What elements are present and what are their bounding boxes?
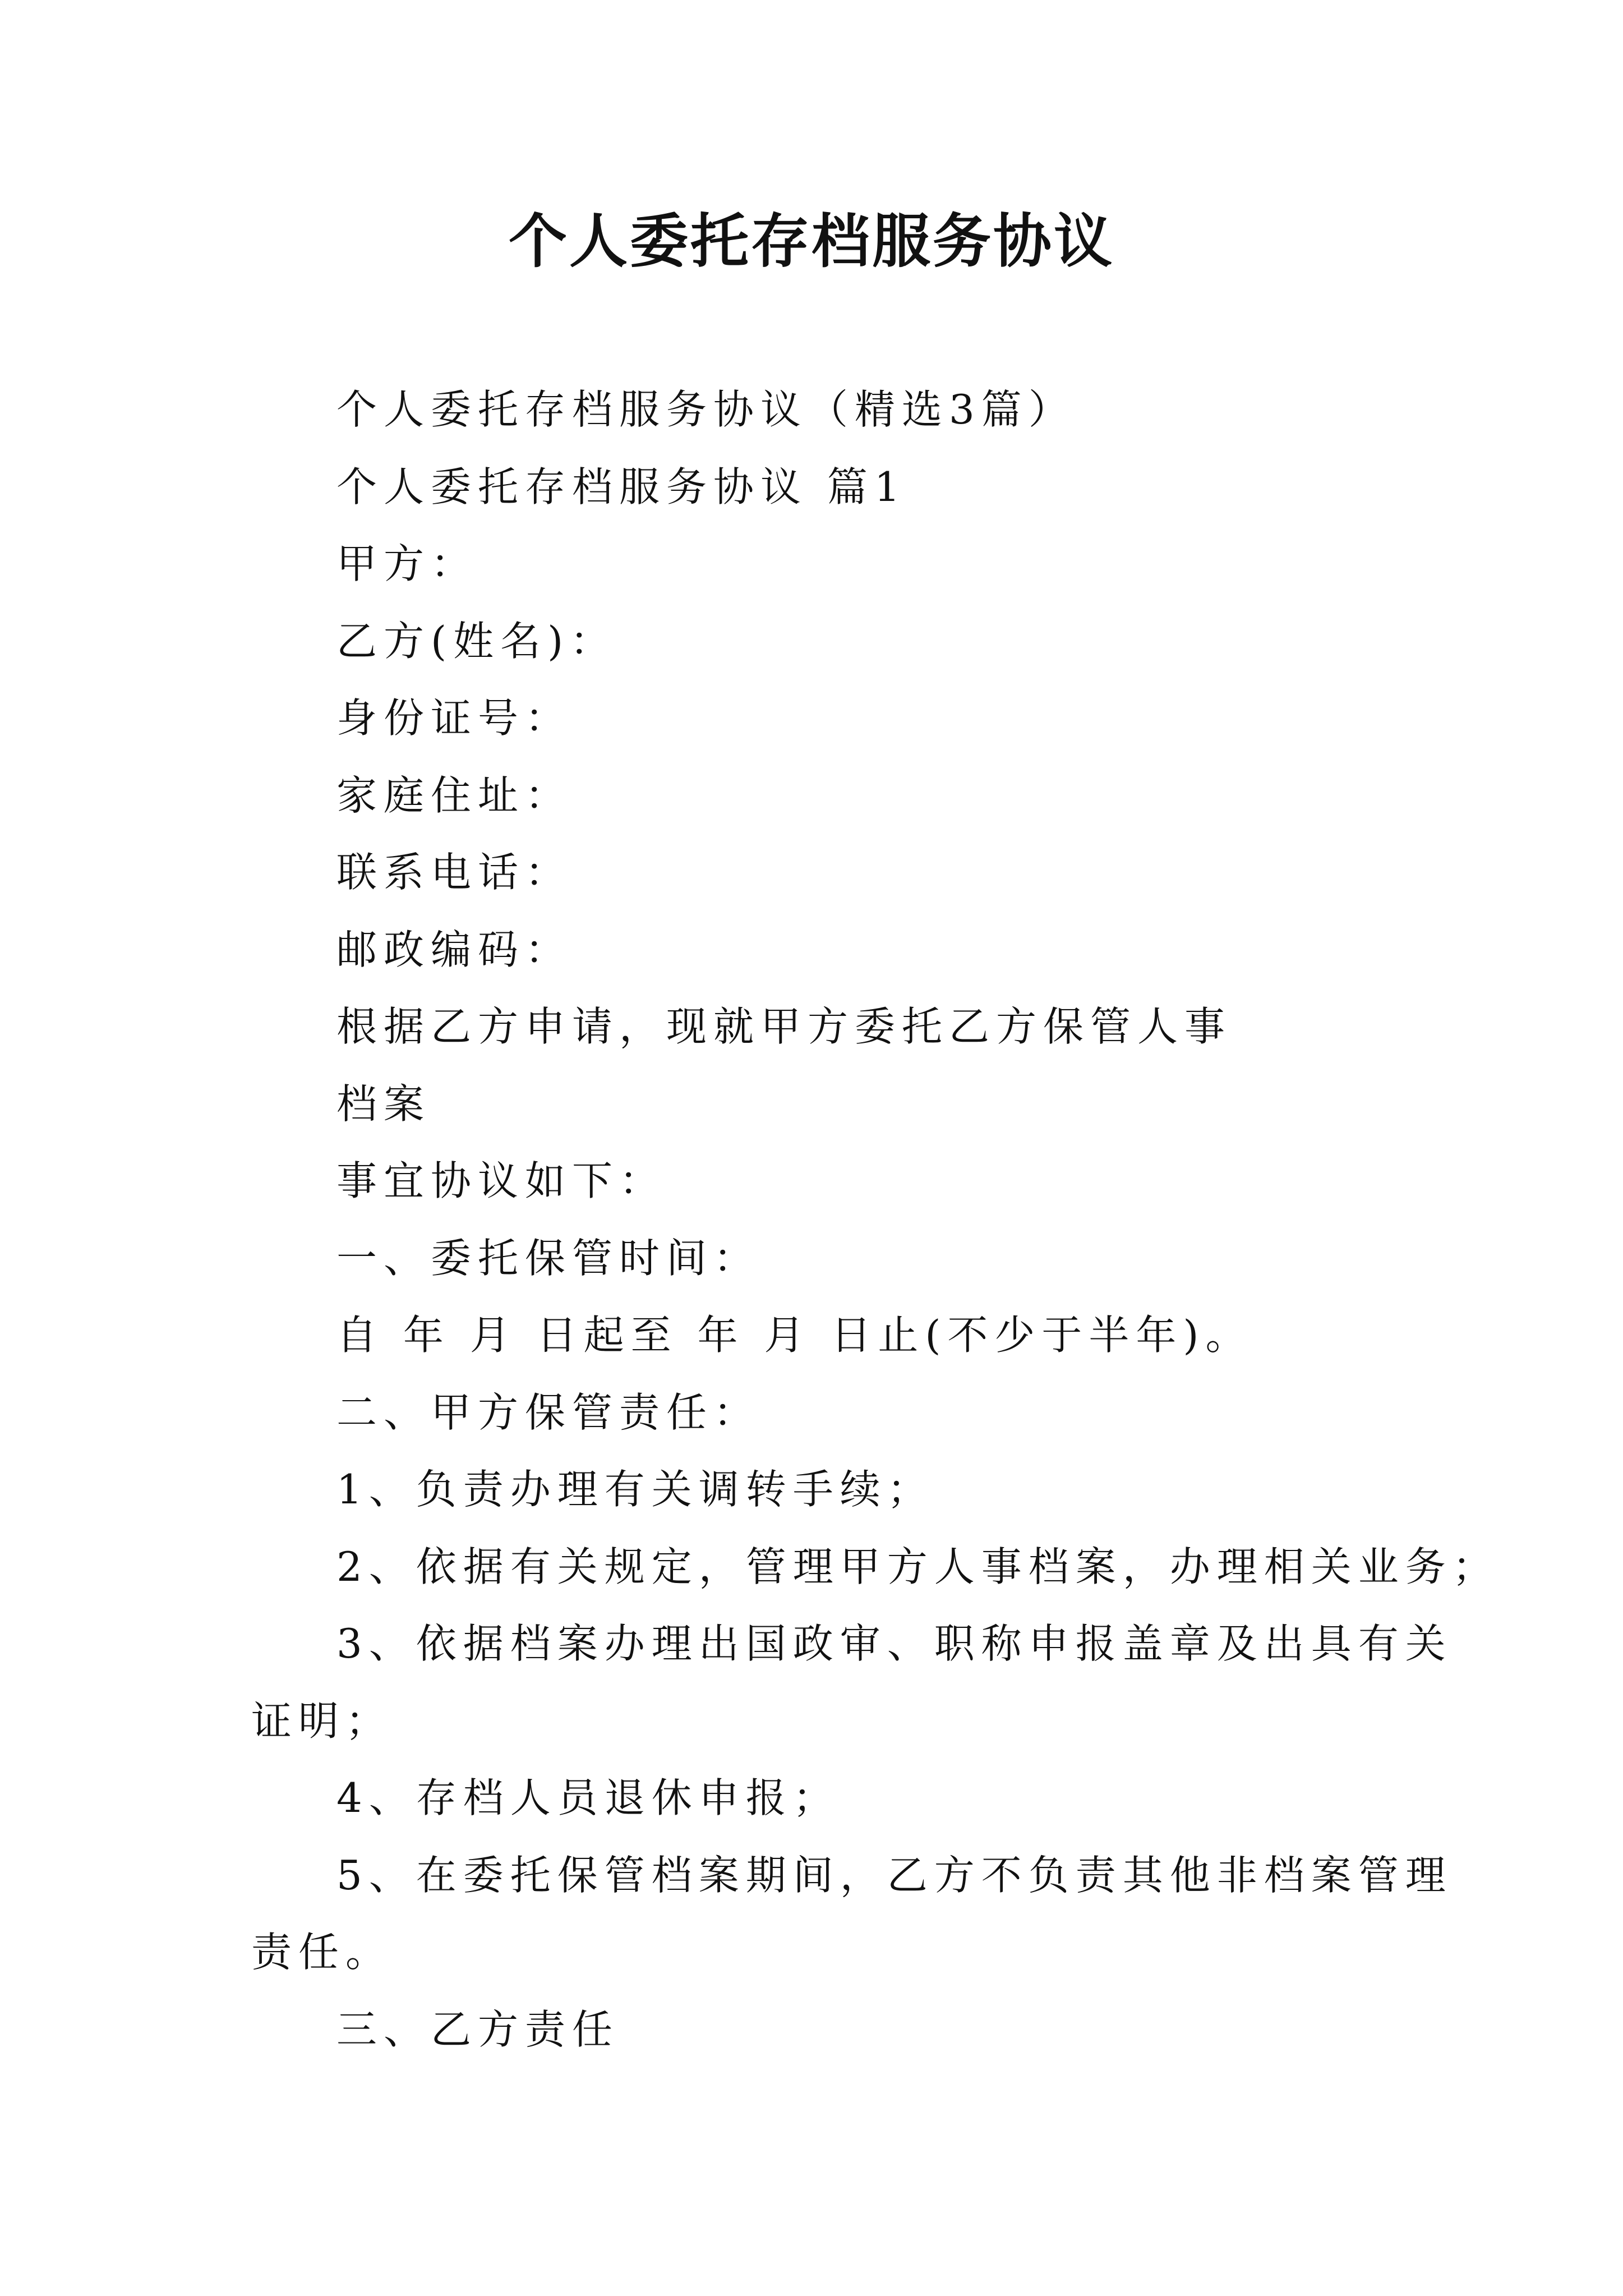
postal-code-label: 邮政编码： — [336, 926, 573, 973]
party-a-label: 甲方： — [336, 540, 478, 587]
document-title: 个人委托存档服务协议 — [508, 206, 1114, 275]
clause-item-2: 2、依据有关规定，管理甲方人事档案，办理相关业务； — [336, 1543, 1500, 1590]
body-paragraph-line: 事宜协议如下： — [336, 1157, 667, 1204]
clause-item-4: 4、存档人员退休申报； — [336, 1774, 840, 1821]
clause-heading-3: 三、乙方责任 — [336, 2006, 620, 2053]
clause-heading-1: 一、委托保管时间： — [336, 1235, 761, 1282]
party-b-name-label: 乙方(姓名)： — [336, 618, 617, 665]
clause-item-3-cont: 证明； — [251, 1697, 393, 1745]
id-number-label: 身份证号： — [336, 694, 573, 742]
clause-item-1: 1、负责办理有关调转手续； — [336, 1466, 934, 1513]
clause-heading-2: 二、甲方保管责任： — [336, 1389, 761, 1436]
section-heading-line: 个人委托存档服务协议 篇1 — [336, 463, 907, 510]
body-paragraph-line: 根据乙方申请，现就甲方委托乙方保管人事 — [336, 1003, 1232, 1050]
body-paragraph-line: 档案 — [336, 1080, 431, 1128]
phone-label: 联系电话： — [336, 849, 573, 896]
clause-item-5: 5、在委托保管档案期间，乙方不负责其他非档案管理 — [336, 1852, 1453, 1899]
clause-item-5-cont: 责任。 — [251, 1929, 393, 1976]
clause-item-3: 3、依据档案办理出国政审、职称申报盖章及出具有关 — [336, 1620, 1453, 1667]
clause-period-line: 自 年 月 日起至 年 月 日止(不少于半年)。 — [336, 1312, 1253, 1359]
home-address-label: 家庭住址： — [336, 772, 573, 819]
subtitle-line: 个人委托存档服务协议（精选3篇） — [336, 386, 1076, 433]
